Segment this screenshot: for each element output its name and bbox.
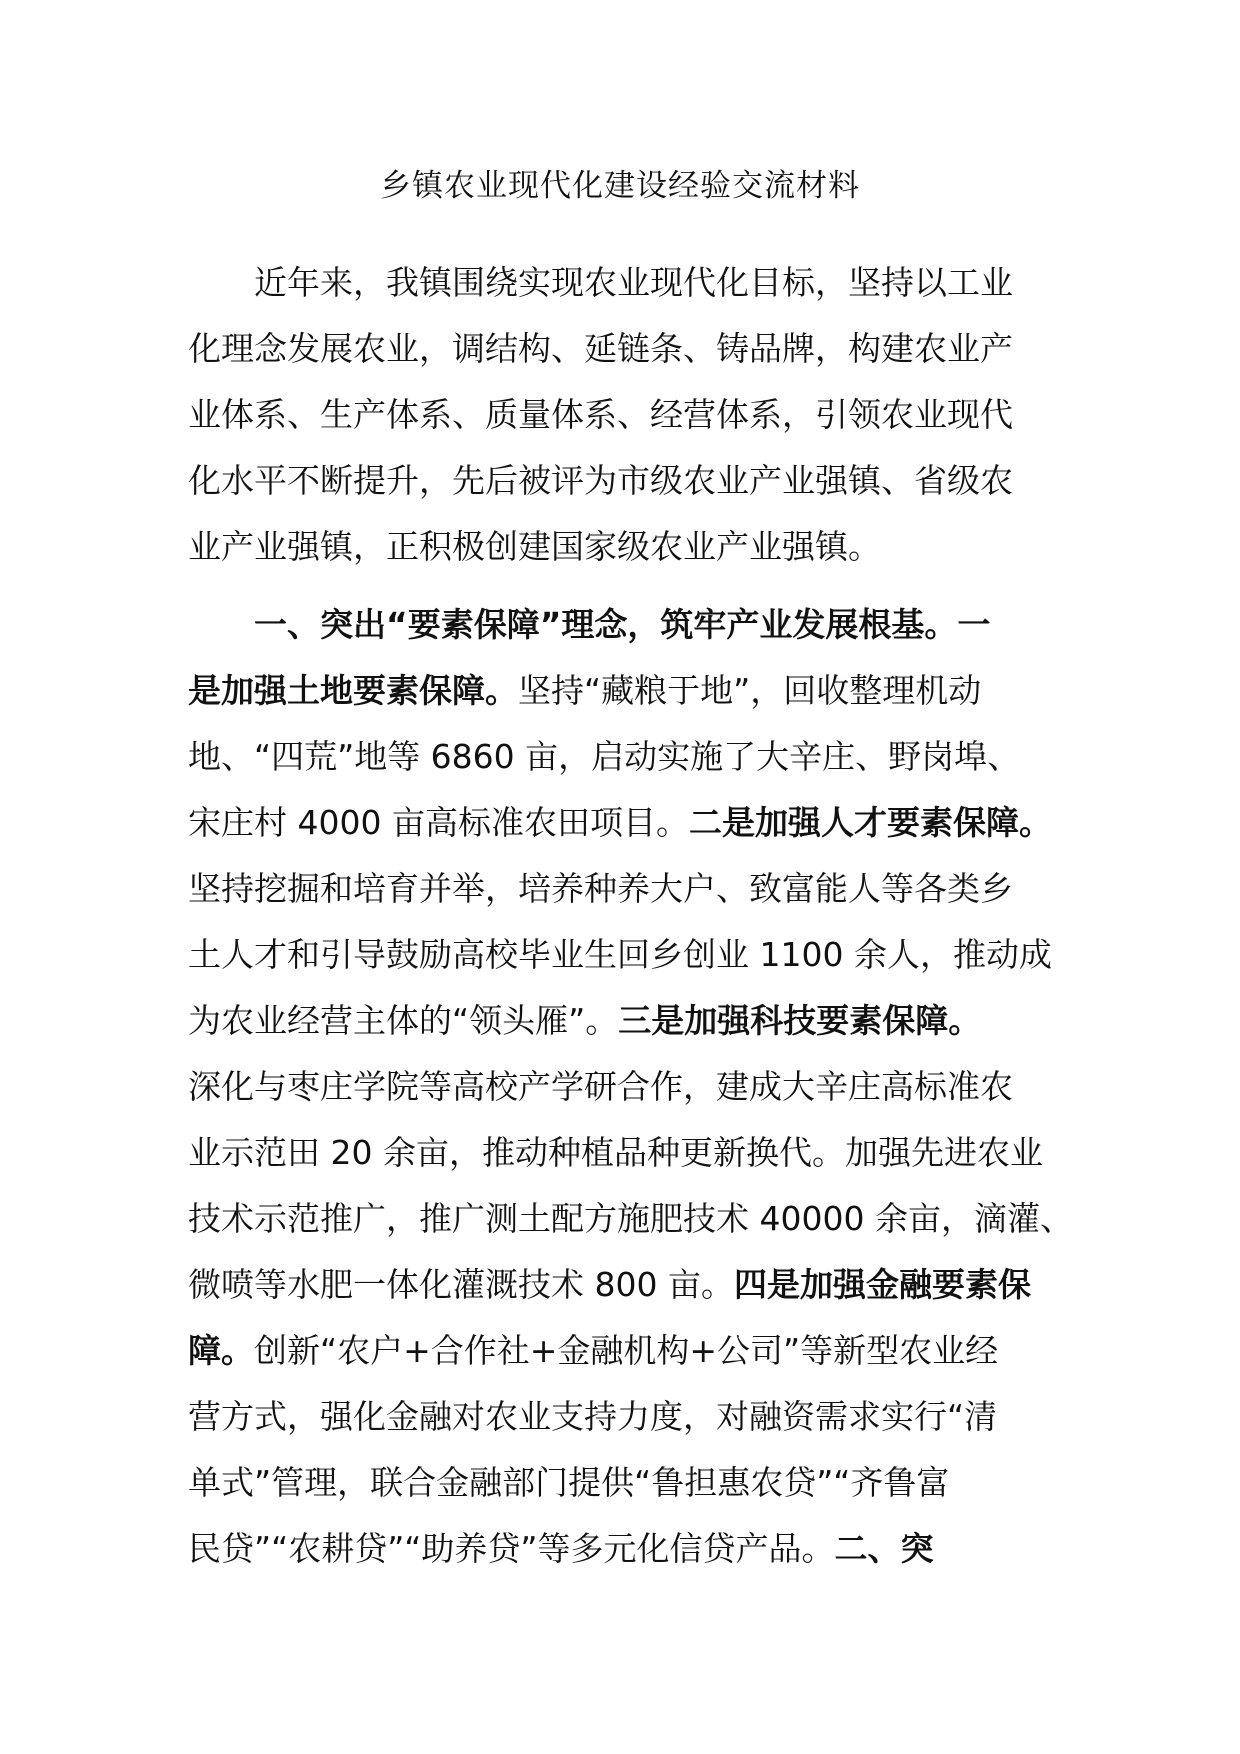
text-line (188, 658, 1058, 724)
intro-paragraph (188, 250, 1058, 580)
text-line: 业产业强镇，正积极创建国家级农业产业强镇。 (188, 527, 881, 566)
text-line: 地、“四荒”地等 6860 亩，启动实施了大辛庄、野岗埠、 (188, 737, 1021, 776)
text-line (188, 790, 1058, 856)
text-run: 民贷”“农耕贷”“助养贷”等多元化信贷产品。 (188, 1529, 835, 1568)
text-run: 为农业经营主体的“领头雁”。 (188, 1001, 619, 1040)
bold-run: 是加强土地要素保障。 (188, 671, 518, 710)
bold-run: 障。 (188, 1331, 254, 1370)
text-line: 技术示范推广，推广测土配方施肥技术 40000 余亩，滴灌、 (188, 1199, 1073, 1238)
text-line (188, 988, 1058, 1054)
text-run: 创新“农户+合作社+金融机构+公司”等新型农业经 (254, 1331, 999, 1370)
text-line: 土人才和引导鼓励高校毕业生回乡创业 1100 余人，推动成 (188, 935, 1052, 974)
text-line: 化理念发展农业，调结构、延链条、铸品牌，构建农业产 (188, 329, 1013, 368)
bold-run: 三是加强科技要素保障。 (618, 1001, 982, 1040)
text-line: 业示范田 20 余亩，推动种植品种更新换代。加强先进农业 (188, 1133, 1043, 1172)
section-1-paragraph (188, 592, 1073, 1582)
text-line: 近年来，我镇围绕实现农业现代化目标，坚持以工业 (254, 263, 1013, 302)
text-run: 微喷等水肥一体化灌溉技术 800 亩。 (188, 1265, 734, 1304)
bold-run: 二是加强人才要素保障。 (688, 803, 1052, 842)
text-line: 单式”管理，联合金融部门提供“鲁担惠农贷”“齐鲁富 (188, 1463, 950, 1502)
text-run: 坚持“藏粮于地”，回收整理机动 (518, 671, 982, 710)
text-line: 深化与枣庄学院等高校产学研合作，建成大辛庄高标准农 (188, 1067, 1013, 1106)
text-run: 宋庄村 4000 亩高标准农田项目。 (188, 803, 689, 842)
text-line: 业体系、生产体系、质量体系、经营体系，引领农业现代 (188, 395, 1013, 434)
document-title: 乡镇农业现代化建设经验交流材料 (380, 168, 860, 204)
text-line (188, 1252, 1058, 1318)
text-line: 坚持挖掘和培育并举，培养种养大户、致富能人等各类乡 (188, 869, 1013, 908)
text-line (188, 1318, 1058, 1384)
text-line (188, 1516, 1058, 1582)
bold-run: 四是加强金融要素保 (733, 1265, 1031, 1304)
bold-run: 一 (957, 605, 991, 644)
section-heading: 一、突出“要素保障”理念，筑牢产业发展根基。 (254, 605, 958, 644)
bold-run: 二、突 (834, 1529, 934, 1568)
text-line: 营方式，强化金融对农业支持力度，对融资需求实行“清 (188, 1397, 998, 1436)
text-line: 化水平不断提升，先后被评为市级农业产业强镇、省级农 (188, 461, 1013, 500)
text-line (188, 592, 1058, 658)
